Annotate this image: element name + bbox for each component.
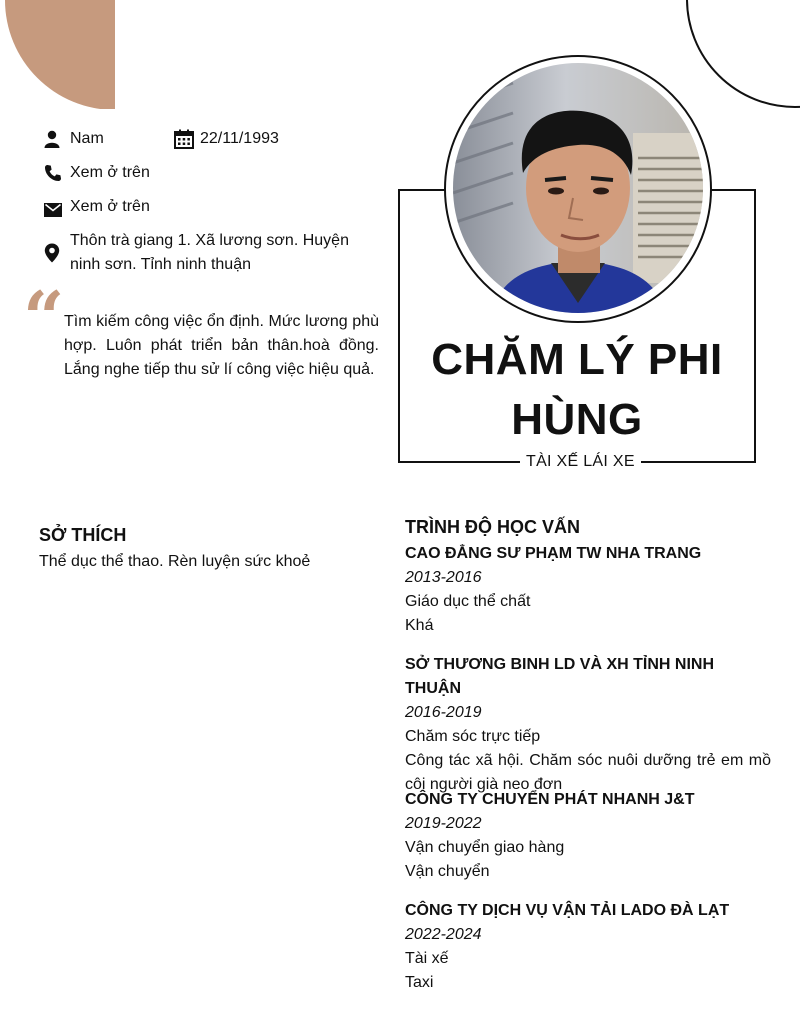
email-value: Xem ở trên — [70, 198, 150, 215]
gender-value: Nam — [70, 130, 104, 147]
decorative-ring-top-right — [686, 0, 800, 108]
email-row — [44, 195, 150, 219]
birthday-value: 22/11/1993 — [200, 130, 279, 147]
education-detail: Chăm sóc trực tiếp — [405, 728, 541, 745]
address-value: Thôn trà giang 1. Xã lương sơn. Huyện ninh sơn. Tỉnh ninh thuận — [70, 232, 349, 273]
birthday-row — [174, 127, 279, 151]
mail-icon — [44, 195, 70, 219]
calendar-icon — [174, 127, 200, 151]
education-org: CÔNG TY DỊCH VỤ VẬN TẢI LADO ĐÀ LẠT — [405, 902, 730, 919]
gender-row — [44, 127, 104, 151]
education-detail: Khá — [405, 617, 434, 634]
education-detail: Tài xế — [405, 950, 449, 967]
person-icon — [44, 127, 70, 151]
job-title: TÀI XẾ LÁI XE — [520, 450, 641, 474]
education-org: CÔNG TY CHUYỂN PHÁT NHANH J&T — [405, 791, 695, 808]
education-detail: Giáo dục thể chất — [405, 593, 531, 610]
full-name: CHĂM LÝ PHI HÙNG — [431, 335, 723, 444]
phone-icon — [44, 161, 70, 185]
education-org: CAO ĐẲNG SƯ PHẠM TW NHA TRANG — [405, 545, 702, 562]
education-detail: Vận chuyển giao hàng — [405, 839, 565, 856]
education-detail: Taxi — [405, 974, 434, 991]
education-entry — [405, 899, 771, 995]
quote-icon: “ — [23, 275, 65, 360]
education-detail: Công tác xã hội. Chăm sóc nuôi dưỡng trẻ em mồ côi người già neo đơn — [405, 752, 771, 793]
location-pin-icon — [44, 229, 70, 277]
education-entry — [405, 788, 771, 884]
phone-value: Xem ở trên — [70, 164, 150, 181]
education-org: SỞ THƯƠNG BINH LD VÀ XH TỈNH NINH THUẬN — [405, 656, 715, 697]
avatar — [453, 63, 703, 313]
education-entry — [405, 653, 771, 797]
education-entry — [405, 542, 771, 638]
education-heading: TRÌNH ĐỘ HỌC VẤN — [405, 517, 580, 537]
decorative-circle-top-left — [5, 0, 115, 109]
education-years: 2022-2024 — [405, 926, 482, 943]
career-objective: Tìm kiếm công việc ổn định. Mức lương phù hợp. Luôn phát triển bản thân.hoà đồng. Lắng nghe tiếp thu sử lí công việc hiệu quả. — [64, 313, 379, 378]
education-years: 2013-2016 — [405, 569, 482, 586]
education-detail: Vận chuyển — [405, 863, 490, 880]
education-years: 2019-2022 — [405, 815, 482, 832]
phone-row — [44, 161, 150, 185]
hobbies-text: Thể dục thể thao. Rèn luyện sức khoẻ — [39, 553, 311, 570]
education-years: 2016-2019 — [405, 704, 482, 721]
hobbies-heading: SỞ THÍCH — [39, 525, 127, 545]
address-row — [44, 229, 379, 277]
